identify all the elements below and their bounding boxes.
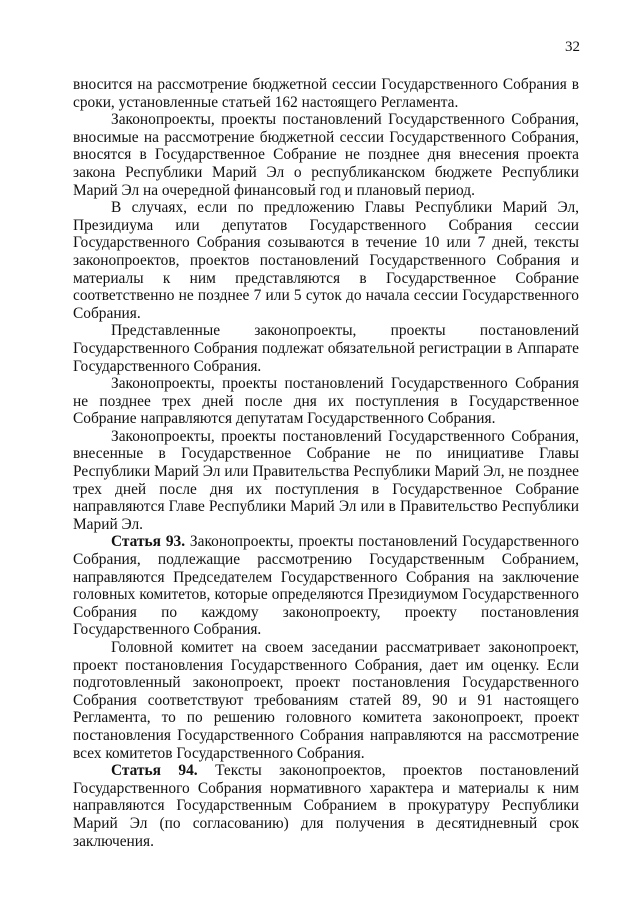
paragraph-lead-committee: Головной комитет на своем заседании рассматривает законопроект, проект постановления Государственного Собрания, дает им оценку. Если подготовленный законопроект, проект постановления Государственного Собрания соответствуют требованиям статей 89, 90 и 91 настоящего Регламента, то по решению головного комитета законопроект, проект постановления Государственного Собрания направляются на рассмотрение всех комитетов Государственного Собрания. [73,639,579,762]
paragraph-budget-session-projects: Законопроекты, проекты постановлений Государственного Собрания, вносимые на рассмотрение бюджетной сессии Государственного Собрания, вносятся в Государственное Собрание не позднее дня внесения проекта закона Республики Марий Эл о республиканском бюджете Республики Марий Эл на очередной финансовый год и плановый период. [73,111,579,199]
paragraph-session-convening: В случаях, если по предложению Главы Республики Марий Эл, Президиума или депутатов Государственного Собрания сессии Государственного Собрания созываются в течение 10 или 7 дней, тексты законопроектов, проектов постановлений Государственного Собрания и материалы к ним представляются в Государственное Собрание соответственно не позднее 7 или 5 суток до начала сессии Государственного Собрания. [73,199,579,322]
paragraph-deputies-distribution: Законопроекты, проекты постановлений Государственного Собрания не позднее трех дней после дня их поступления в Государственное Собрание направляются депутатам Государственного Собрания. [73,375,579,428]
article-93-text: Законопроекты, проекты постановлений Государственного Собрания, подлежащие рассмотрению Государственным Собранием, направляются Председателем Государственного Собрания на заключение головных комитетов, которые определяются Президиумом Государственного Собрания по каждому законопроекту, проекту постановления Государственного Собрания. [73,533,579,639]
article-93-heading: Статья 93. [111,533,186,551]
article-94-heading: Статья 94. [111,762,198,780]
document-body [73,76,579,850]
article-93 [73,533,579,639]
paragraph-continuation: вносится на рассмотрение бюджетной сессии Государственного Собрания в сроки, установленные статьей 162 настоящего Регламента. [73,76,579,111]
paragraph-head-government-distribution: Законопроекты, проекты постановлений Государственного Собрания, внесенные в Государственное Собрание не по инициативе Главы Республики Марий Эл или Правительства Республики Марий Эл, не позднее трех дней после дня их поступления в Государственное Собрание направляются Главе Республики Марий Эл или в Правительство Республики Марий Эл. [73,427,579,533]
article-94 [73,762,579,850]
paragraph-registration: Представленные законопроекты, проекты постановлений Государственного Собрания подлежат обязательной регистрации в Аппарате Государственного Собрания. [73,322,579,375]
page-number: 32 [565,39,580,55]
article-94-text: Тексты законопроектов, проектов постановлений Государственного Собрания нормативного характера и материалы к ним направляются Государственным Собранием в прокуратуру Республики Марий Эл (по согласованию) для получения в десятидневный срок заключения. [73,762,579,850]
